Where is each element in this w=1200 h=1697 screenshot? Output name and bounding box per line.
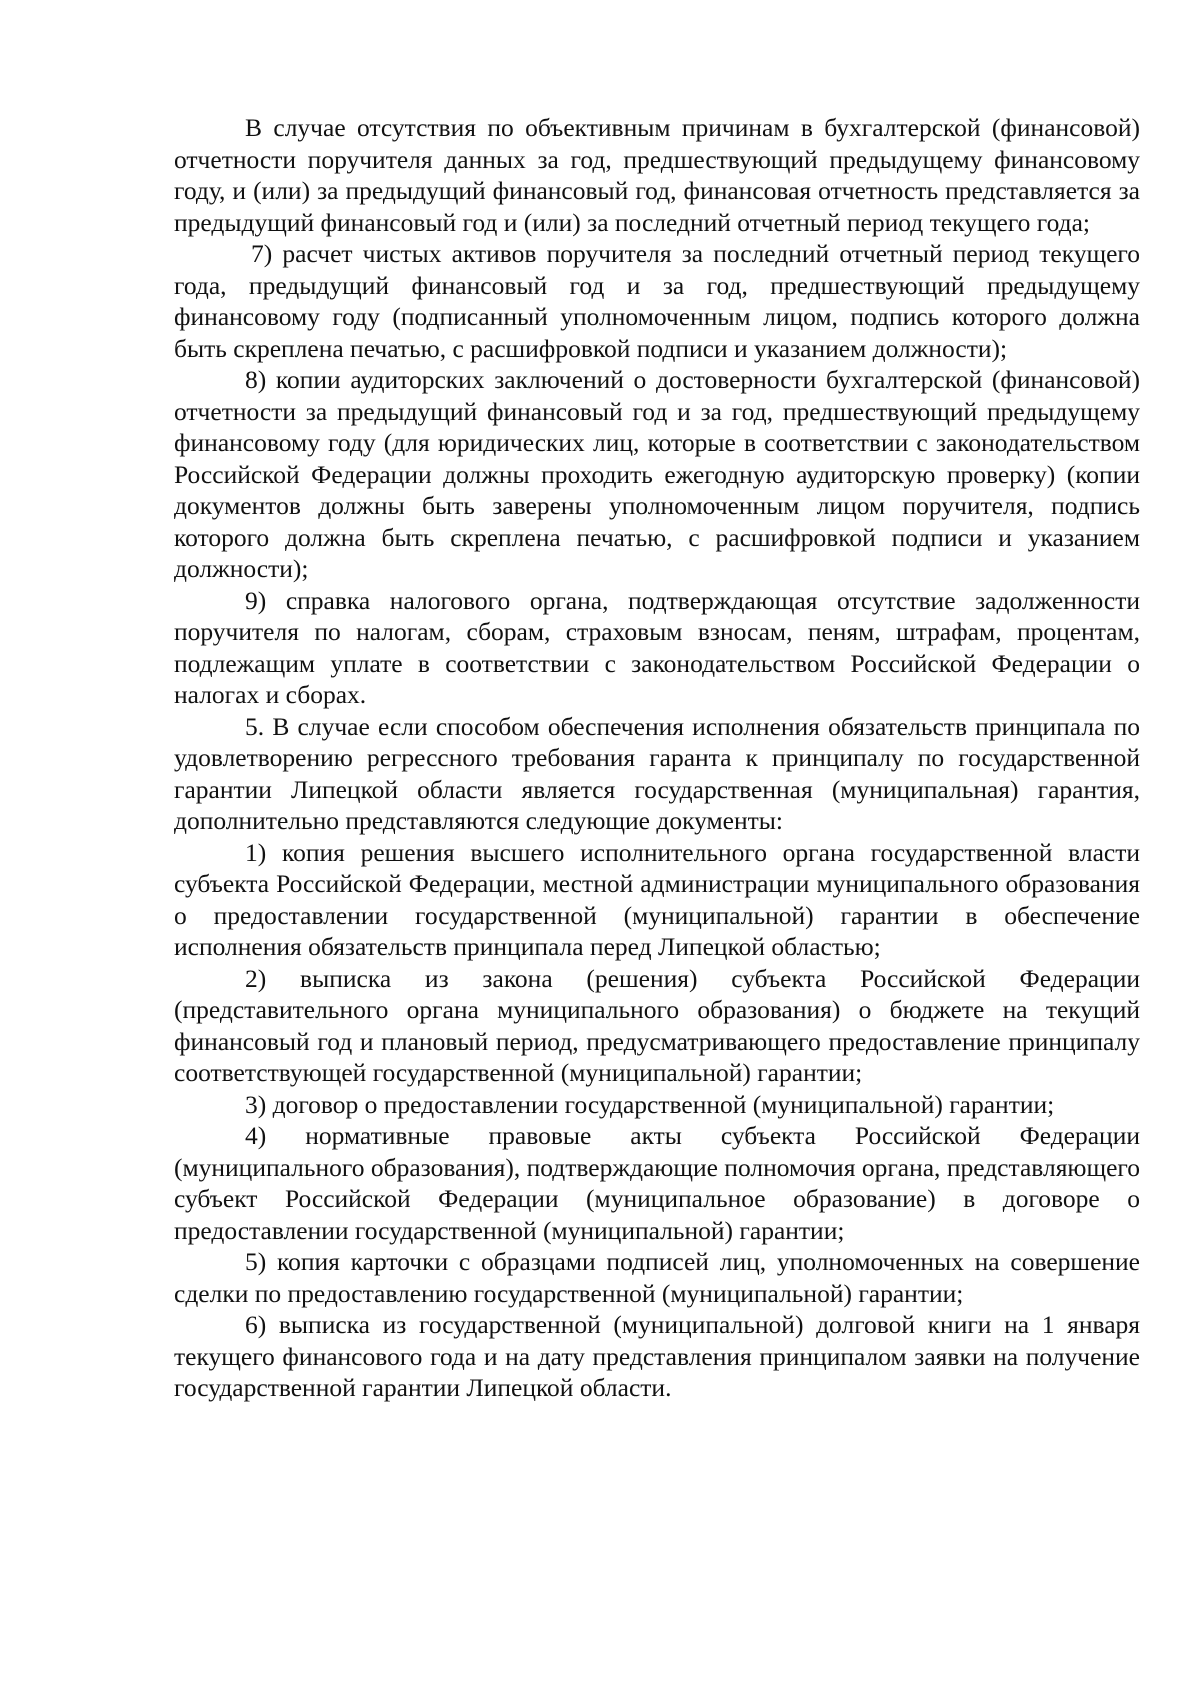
list-item-8-audit-reports: 8) копии аудиторских заключений о достоверности бухгалтерской (финансовой) отчетности за предыдущий финансовый год и за год, предшествующий предыдущему финансовому году (для юридических лиц, которые в соответствии с законодательством Российской Федерации должны проходить ежегодную аудиторскую проверку) (копии документов должны быть заверены уполномоченным лицом поручителя, подпись которого должна быть скреплена печатью, с расшифровкой подписи и указанием должности); <box>174 365 1140 583</box>
list-item-2-budget-extract: 2) выписка из закона (решения) субъекта Российской Федерации (представительного органа муниципального образования) о бюджете на текущий финансовый год и плановый период, предусматривающего предоставление принципалу соответствующей государственной (муниципальной) гарантии; <box>174 963 1140 1087</box>
document-body <box>174 112 1140 1404</box>
list-item-5-signature-card: 5) копия карточки с образцами подписей лиц, уполномоченных на совершение сделки по предоставлению государственной (муниципальной) гарантии; <box>174 1247 1140 1308</box>
list-item-3-guarantee-agreement: 3) договор о предоставлении государственной (муниципальной) гарантии; <box>245 1089 1055 1119</box>
paragraph-financial-reporting-absence: В случае отсутствия по объективным причинам в бухгалтерской (финансовой) отчетности поручителя данных за год, предшествующий предыдущему финансовому году, и (или) за предыдущий финансовый год, финансовая отчетность представляется за предыдущий финансовый год и (или) за последний отчетный период текущего года; <box>174 113 1140 237</box>
list-item-4-normative-acts: 4) нормативные правовые акты субъекта Российской Федерации (муниципального образования), подтверждающие полномочия органа, представляющего субъект Российской Федерации (муниципальное образование) в договоре о предоставлении государственной (муниципальной) гарантии; <box>174 1121 1140 1245</box>
list-item-6-debt-book-extract: 6) выписка из государственной (муниципальной) долговой книги на 1 января текущего финансового года и на дату представления принципалом заявки на получение государственной гарантии Липецкой области. <box>174 1310 1140 1402</box>
list-item-7-net-assets: 7) расчет чистых активов поручителя за последний отчетный период текущего года, предыдущий финансовый год и за год, предшествующий предыдущему финансовому году (подписанный уполномоченным лицом, подпись которого должна быть скреплена печатью, с расшифровкой подписи и указанием должности); <box>174 239 1140 363</box>
list-item-1-decision-copy: 1) копия решения высшего исполнительного органа государственной власти субъекта Российской Федерации, местной администрации муниципального образования о предоставлении государственной (муниципальной) гарантии в обеспечение исполнения обязательств принципала перед Липецкой областью; <box>174 837 1140 961</box>
list-item-9-tax-certificate: 9) справка налогового органа, подтверждающая отсутствие задолженности поручителя по налогам, сборам, страховым взносам, пеням, штрафам, процентам, подлежащим уплате в соответствии с законодательством Российской Федерации о налогах и сборах. <box>174 585 1140 709</box>
section-5-additional-documents: 5. В случае если способом обеспечения исполнения обязательств принципала по удовлетворению регрессного требования гаранта к принципалу по государственной гарантии Липецкой области является государственная (муниципальная) гарантия, дополнительно представляются следующие документы: <box>174 711 1140 835</box>
